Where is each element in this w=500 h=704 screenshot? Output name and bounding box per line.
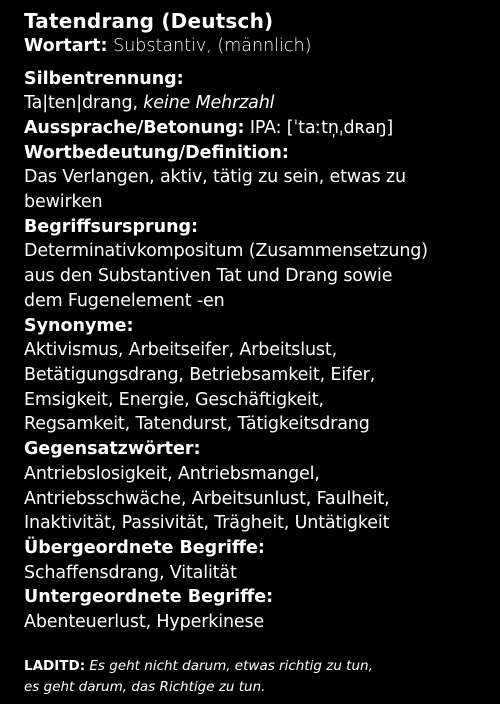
footer-quote-line-2: es geht darum, das Richtige zu tun.	[24, 679, 266, 695]
footer-quote	[24, 656, 490, 698]
wortbedeutung-label: Wortbedeutung/Definition:	[24, 142, 289, 163]
wortart-row	[24, 34, 490, 59]
synonyme-line: Betätigungsdrang, Betriebsamkeit, Eifer,	[24, 364, 376, 385]
begriffsursprung-line: Determinativkompositum (Zusammensetzung)	[24, 241, 428, 262]
dictionary-entry	[24, 8, 490, 635]
synonyme-line: Regsamkeit, Tatendurst, Tätigkeitsdrang	[24, 414, 370, 435]
spacer	[24, 59, 490, 67]
gegensatzwoerter-line: Antriebsschwäche, Arbeitsunlust, Faulheit,	[24, 488, 390, 509]
entry-title: Tatendrang (Deutsch)	[24, 9, 274, 33]
uebergeordnet-label: Übergeordnete Begriffe:	[24, 538, 265, 559]
aussprache-label: Aussprache/Betonung:	[24, 117, 245, 138]
silbentrennung-note: keine Mehrzahl	[143, 93, 275, 113]
gegensatzwoerter-label: Gegensatzwörter:	[24, 439, 201, 460]
footer-line-1	[24, 656, 490, 677]
aussprache-row	[24, 116, 490, 141]
untergeordnet-label: Untergeordnete Begriffe:	[24, 587, 274, 608]
wortbedeutung-line: bewirken	[24, 191, 103, 212]
begriffsursprung-label: Begriffsursprung:	[24, 216, 199, 237]
wortart-label: Wortart:	[24, 36, 108, 56]
synonyme-line: Emsigkeit, Energie, Geschäftigkeit,	[24, 389, 324, 410]
uebergeordnet-line: Schaffensdrang, Vitalität	[24, 562, 237, 583]
synonyme-line: Aktivismus, Arbeitseifer, Arbeitslust,	[24, 340, 337, 361]
wortbedeutung-line: Das Verlangen, aktiv, tätig zu sein, etwas zu	[24, 167, 406, 188]
gegensatzwoerter-line: Antriebslosigkeit, Antriebsmangel,	[24, 463, 320, 484]
footer-quote-line-1: Es geht nicht darum, etwas richtig zu tun,	[89, 658, 373, 674]
silbentrennung-label: Silbentrennung:	[24, 68, 184, 89]
wortart-value: Substantiv, (männlich)	[113, 36, 312, 56]
footer-label: LADITD:	[24, 658, 86, 674]
silbentrennung-row	[24, 91, 490, 116]
gegensatzwoerter-line: Inaktivität, Passivität, Trägheit, Untätigkeit	[24, 513, 390, 534]
untergeordnet-line: Abenteuerlust, Hyperkinese	[24, 611, 265, 632]
synonyme-label: Synonyme:	[24, 315, 134, 336]
aussprache-value: IPA: [ˈtaːtn̩ˌdʀaŋ]	[249, 117, 394, 138]
begriffsursprung-line: dem Fugenelement -en	[24, 290, 225, 311]
silbentrennung-value: Ta|ten|drang,	[24, 93, 138, 113]
begriffsursprung-line: aus den Substantiven Tat und Drang sowie	[24, 265, 393, 286]
